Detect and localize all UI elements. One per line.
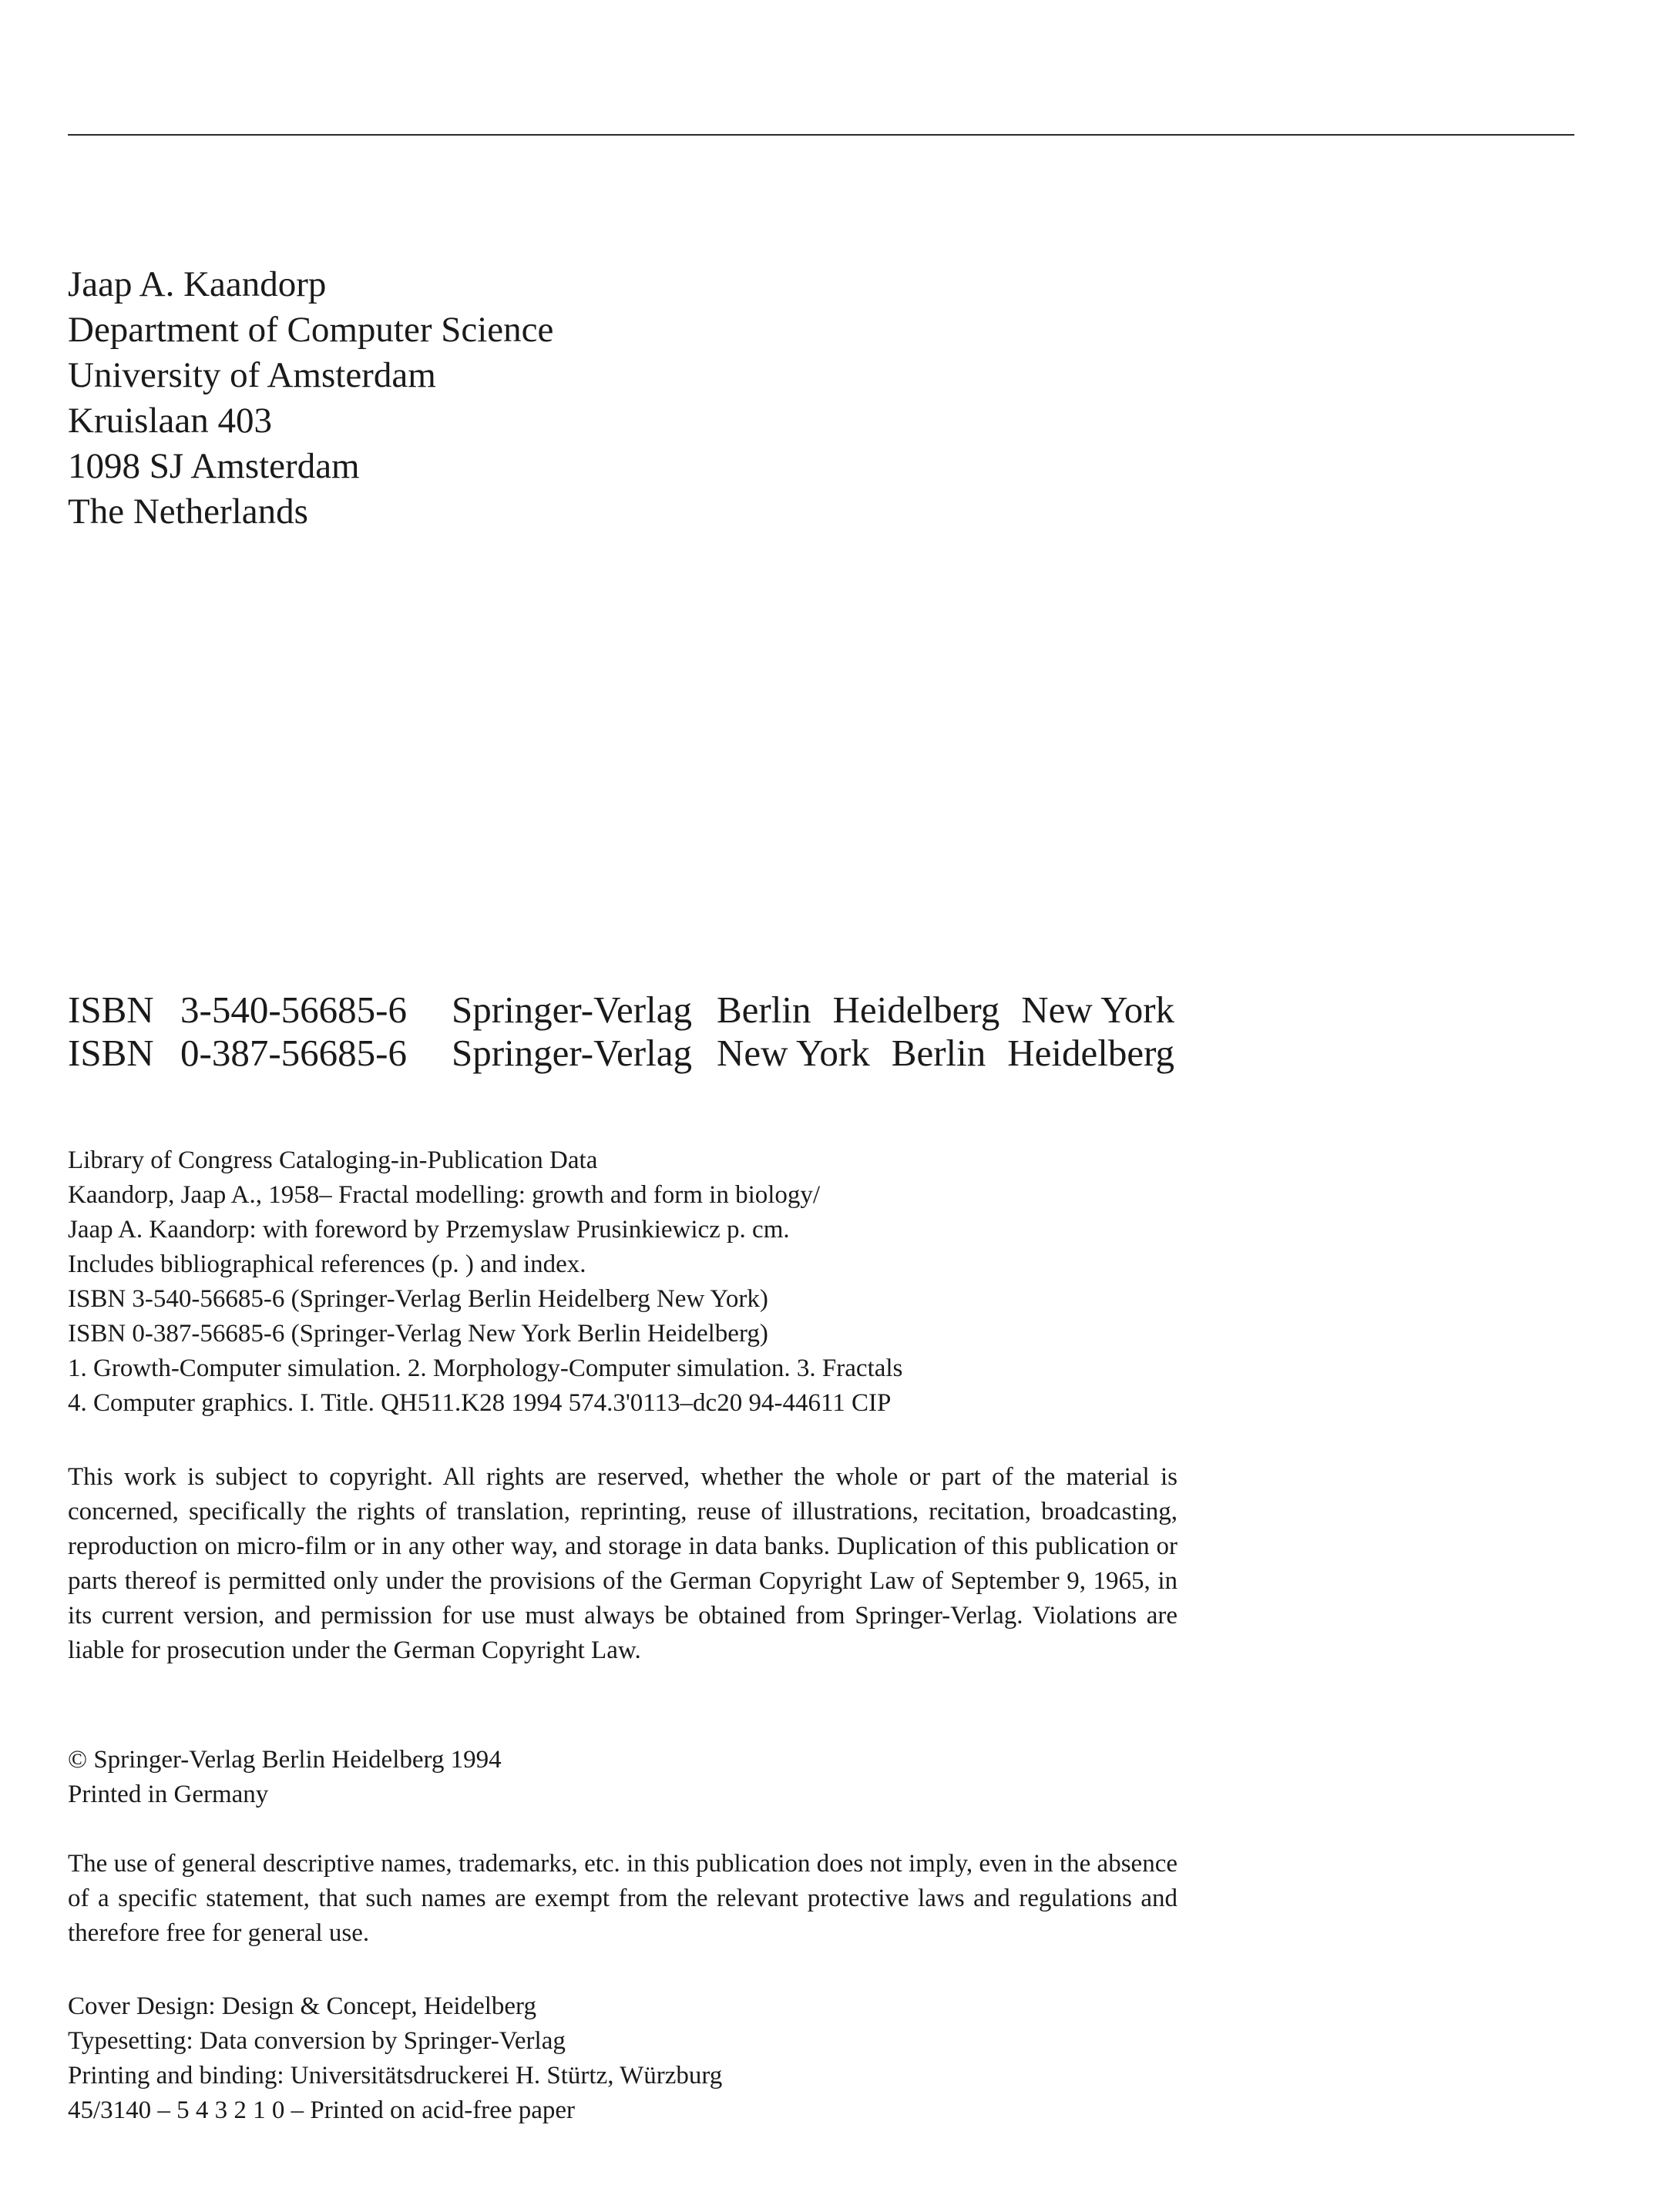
cip-line: 4. Computer graphics. I. Title. QH511.K28 1994 574.3'0113–dc20 94-44611 CIP [68,1389,892,1417]
author-city: 1098 SJ Amsterdam [68,446,360,486]
isbn-label: ISBN [68,1032,154,1074]
cip-line: Includes bibliographical references (p. ) and index. [68,1250,586,1278]
isbn-block [68,989,1196,1075]
isbn-city: New York [717,1032,870,1074]
cover-design-credit: Cover Design: Design & Concept, Heidelberg [68,1992,536,2020]
isbn-city: Heidelberg [832,989,1000,1031]
isbn-row [68,1032,1196,1075]
isbn-city: Berlin [891,1032,986,1074]
isbn-number: 0-387-56685-6 [180,1032,407,1074]
author-address [68,262,553,535]
printing-credit: Printing and binding: Universitätsdruckerei H. Stürtz, Würzburg [68,2062,723,2089]
copyright-notice: This work is subject to copyright. All rights are reserved, whether the whole or part of the material is concerned, specifically the rights of translation, reprinting, reuse of illustrations, recitation, broadcasting, reproduction on micro-film or in any other way, and storage in data banks. Duplication of this publication or parts thereof is permitted only under the provisions of the German Copyright Law of September 9, 1965, in its current version, and permission for use must always be obtained from Springer-Verlag. Violations are liable for prosecution under the German Copyright Law. [68,1463,1177,1664]
imprint [68,1743,1177,1812]
typesetting-credit: Typesetting: Data conversion by Springer-Verlag [68,2027,566,2055]
cip-line: 1. Growth-Computer simulation. 2. Morphology-Computer simulation. 3. Fractals [68,1354,903,1382]
isbn-row [68,989,1196,1032]
printed-in: Printed in Germany [68,1781,269,1808]
isbn-publisher: Springer-Verlag [452,1032,692,1074]
cip-line: ISBN 0-387-56685-6 (Springer-Verlag New York Berlin Heidelberg) [68,1320,768,1348]
cip-data [68,1143,1177,1421]
cip-line: ISBN 3-540-56685-6 (Springer-Verlag Berlin Heidelberg New York) [68,1285,768,1313]
isbn-city: New York [1021,989,1175,1031]
isbn-city: Heidelberg [1007,1032,1175,1074]
cip-line: Jaap A. Kaandorp: with foreword by Przemyslaw Prusinkiewicz p. cm. [68,1216,790,1244]
author-street: Kruislaan 403 [68,401,272,441]
print-code: 45/3140 – 5 4 3 2 1 0 – Printed on acid-free paper [68,2096,576,2124]
isbn-city: Berlin [717,989,811,1031]
copyright-line: © Springer-Verlag Berlin Heidelberg 1994 [68,1746,502,1774]
isbn-publisher: Springer-Verlag [452,989,692,1031]
credits [68,1989,1177,2128]
cip-line: Library of Congress Cataloging-in-Publication Data [68,1146,598,1174]
usage-notice: The use of general descriptive names, trademarks, etc. in this publication does not imply, even in the absence of a specific statement, that such names are exempt from the relevant protective laws and regulations and therefore free for general use. [68,1850,1177,1947]
isbn-label: ISBN [68,989,154,1031]
isbn-number: 3-540-56685-6 [180,989,407,1031]
author-name: Jaap A. Kaandorp [68,264,327,304]
header-rule [68,134,1574,136]
author-department: Department of Computer Science [68,310,554,350]
cip-line: Kaandorp, Jaap A., 1958– Fractal modelling: growth and form in biology/ [68,1181,821,1209]
author-country: The Netherlands [68,492,308,532]
author-university: University of Amsterdam [68,355,436,395]
